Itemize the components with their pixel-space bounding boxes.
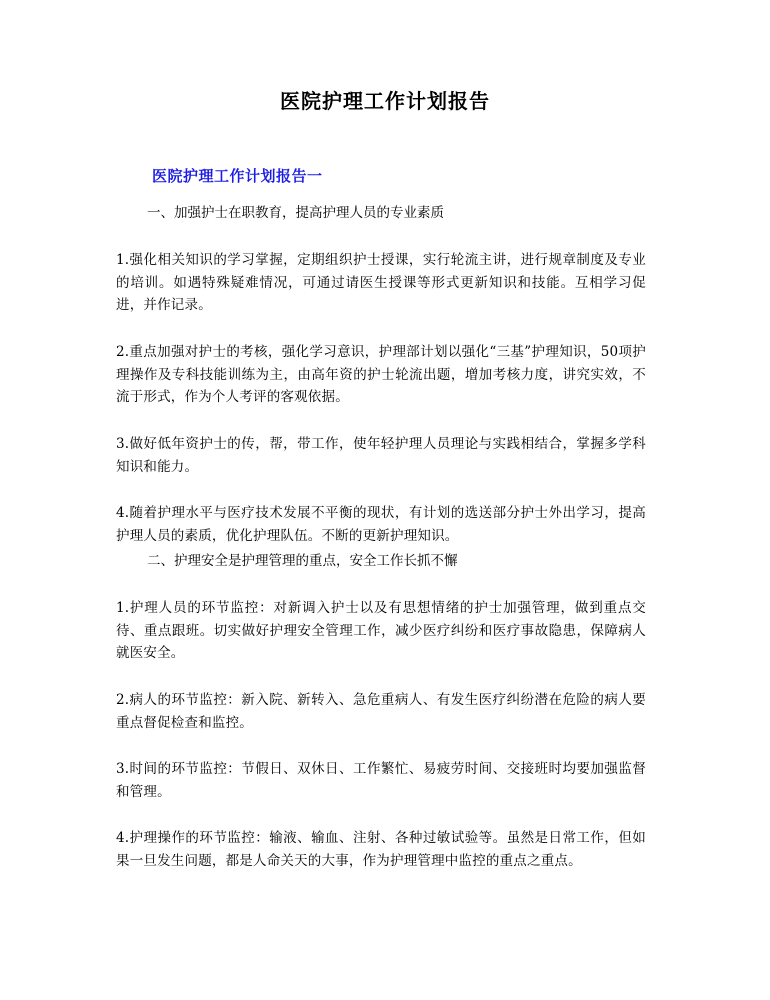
document-subtitle: 医院护理工作计划报告一	[152, 167, 323, 185]
paragraph-1-4: 4.随着护理水平与医疗技术发展不平衡的现状，有计划的选送部分护士外出学习，提高护理人员的素质，优化护理队伍。不断的更新护理知识。	[116, 505, 646, 544]
paragraph-1-1: 1.强化相关知识的学习掌握，定期组织护士授课，实行轮流主讲，进行规章制度及专业的培训。如遇特殊疑难情况，可通过请医生授课等形式更新知识和技能。互相学习促进，并作记录。	[116, 252, 646, 313]
paragraph-2-1: 1.护理人员的环节监控：对新调入护士以及有思想情绪的护士加强管理，做到重点交待、重点跟班。切实做好护理安全管理工作，减少医疗纠纷和医疗事故隐患，保障病人就医安全。	[116, 600, 646, 661]
section-heading-1: 一、加强护士在职教育，提高护理人员的专业素质	[147, 205, 444, 221]
paragraph-2-4: 4.护理操作的环节监控：输液、输血、注射、各种过敏试验等。虽然是日常工作，但如果一旦发生问题，都是人命关天的大事，作为护理管理中监控的重点之重点。	[116, 830, 646, 869]
section-heading-2: 二、护理安全是护理管理的重点，安全工作长抓不懈	[147, 553, 458, 569]
document-title: 医院护理工作计划报告	[280, 89, 490, 113]
paragraph-2-2: 2.病人的环节监控：新入院、新转入、急危重病人、有发生医疗纠纷潜在危险的病人要重点督促检查和监控。	[116, 692, 646, 731]
paragraph-2-3: 3.时间的环节监控：节假日、双休日、工作繁忙、易疲劳时间、交接班时均要加强监督和管理。	[116, 761, 646, 800]
paragraph-1-3: 3.做好低年资护士的传，帮，带工作，使年轻护理人员理论与实践相结合，掌握多学科知识和能力。	[116, 436, 646, 475]
paragraph-1-2: 2.重点加强对护士的考核，强化学习意识，护理部计划以强化“三基”护理知识，50项护理操作及专科技能训练为主，由高年资的护士轮流出题，增加考核力度，讲究实效，不流于形式，作为个人考评的客观依据。	[116, 344, 646, 405]
